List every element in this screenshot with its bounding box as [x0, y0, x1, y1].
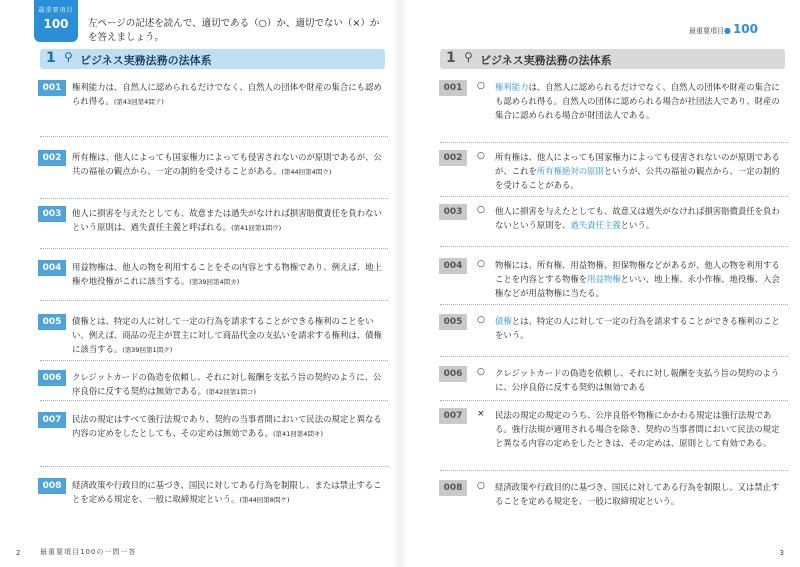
answer-mark: ×: [477, 409, 485, 419]
question-text: 他人に損害を与えたとしても、故意または過失がなければ損害賠償責任を負わないという原則は、過失責任主義と呼ばれる。(第41回第1問ウ): [72, 208, 382, 232]
question-text: 民法の規定はすべて強行法規であり、契約の当事者間において民法の規定と異なる内容の定めをしたとしても、その定めは無効である。(第41回第4問キ): [72, 414, 382, 438]
answer-number: 002: [439, 150, 467, 166]
answer-text: 物権には、所有権、用益物権、担保物権などがあるが、他人の物を利用することを内容とする物権を用益物権といい、地上権、永小作権、地役権、入会権などが用益物権に当たる。: [495, 260, 780, 298]
question-number: 004: [38, 260, 66, 276]
question-text: 債権とは、特定の人に対して一定の行為を請求することができる権利のことをいい、例えば、商品の売主が買主に対して商品代金の支払いを請求する権利は、債権に該当する。(第39回第1問ク): [72, 316, 382, 354]
answer-text: クレジットカードの偽造を依頼し、それに対し報酬を支払う旨の契約のように、公序良俗に反する契約は無効である: [495, 368, 780, 392]
answer-text: 債権とは、特定の人に対して一定の行為を請求することができる権利のことをいう。: [495, 316, 780, 340]
answer-number: 001: [439, 80, 467, 96]
question-text: 権利能力は、自然人に認められるだけでなく、自然人の団体や財産の集合にも認められ得る。(第43回第4問ア): [72, 82, 382, 106]
answer-number: 004: [439, 258, 467, 274]
header-label: 最重要項目● 100: [688, 22, 758, 36]
divider: [440, 304, 788, 305]
section-title: ビジネス実務法務の法体系: [80, 54, 212, 67]
question-text: 所有権は、他人によっても国家権力によっても侵害されないのが原則であるが、公共の福祉の観点から、一定の制約を受けることがある。(第44回第4問ウ): [72, 152, 382, 176]
badge-caption: 最重要項目: [38, 7, 74, 14]
divider: [40, 136, 388, 137]
answer-text: 権利能力は、自然人に認められるだけでなく、自然人の団体や財産の集合にも認められ得る。自然人の団体に認められる場合が社団法人であり、財産の集合に認められる場合が財団法人である。: [495, 82, 780, 120]
divider: [440, 246, 788, 247]
divider: [440, 470, 788, 471]
question-text: 経済政策や行政目的に基づき、国民に対してある行為を制限し、または禁止することを定める規定を、一般に取締規定という。(第44回第8問ケ): [72, 480, 382, 504]
question-number: 002: [38, 150, 66, 166]
question-number: 001: [38, 80, 66, 96]
divider: [40, 300, 388, 301]
right-page: [400, 0, 800, 567]
divider: [440, 196, 788, 197]
answer-mark: ○: [477, 367, 485, 377]
divider: [440, 142, 788, 143]
question-number: 007: [38, 412, 66, 428]
answer-number: 005: [439, 314, 467, 330]
instruction-text: 左ページの記述を読んで、適切である（○）か、適切でない（×）かを答えましょう。: [88, 18, 380, 43]
divider: [40, 360, 388, 361]
section-bar: [440, 49, 785, 69]
answer-text: 経済政策や行政目的に基づき、国民に対してある行為を制限し、又は禁止することを定める規定を、一般に取締規定という。: [495, 482, 780, 506]
answer-text: 民法の規定の規定のうち、公序良俗や物権にかかわる規定は強行法規である。強行法規が適用される場合を除き、契約の当事者間において民法の規定と異なる内容の定めをしたときは、その定めは、原則として有効である。: [495, 410, 780, 448]
answer-text: 所有権は、他人によっても国家権力によっても侵害されないのが原則であるが、これを所有権絶対の原則というが、公共の福祉の観点から、一定の制約を受けることがある。: [495, 152, 780, 190]
divider: [40, 466, 388, 467]
page-number: 3: [779, 549, 784, 557]
divider: [440, 400, 788, 401]
divider: [40, 198, 388, 199]
answer-number: 006: [439, 366, 467, 382]
section-bar: [40, 49, 385, 69]
answer-number: 003: [439, 204, 467, 220]
section-number: 1: [46, 50, 56, 66]
question-number: 006: [38, 370, 66, 386]
divider: [440, 356, 788, 357]
top100-badge: [34, 0, 78, 42]
answer-number: 008: [439, 480, 467, 496]
answer-mark: ○: [477, 81, 485, 91]
answer-mark: ○: [477, 259, 485, 269]
answer-mark: ○: [477, 315, 485, 325]
answer-mark: ○: [477, 481, 485, 491]
question-text: 用益物権は、他人の物を利用することをその内容とする物権であり、例えば、地上権や地役権がこれに該当する。(第39回第4問カ): [72, 262, 382, 286]
divider: [40, 400, 388, 401]
pin-icon: ⚲: [64, 50, 73, 64]
question-number: 005: [38, 314, 66, 330]
answer-number: 007: [439, 408, 467, 424]
question-number: 003: [38, 206, 66, 222]
pin-icon: ⚲: [464, 50, 473, 64]
badge-number: 100: [43, 17, 69, 31]
question-text: クレジットカードの偽造を依頼し、それに対し報酬を支払う旨の契約のように、公序良俗に反する契約は無効である。(第42回第1問コ): [72, 372, 382, 396]
answer-mark: ○: [477, 151, 485, 161]
footer-label: 最重要項目100の一問一答: [40, 548, 137, 556]
answer-mark: ○: [477, 205, 485, 215]
answer-text: 他人に損害を与えたとしても、故意又は過失がなければ損害賠償責任を負わないという原則を、過失責任主義という。: [495, 206, 780, 230]
question-number: 008: [38, 478, 66, 494]
divider: [40, 248, 388, 249]
page-number: 2: [16, 549, 21, 557]
section-title: ビジネス実務法務の法体系: [480, 54, 612, 67]
section-number: 1: [446, 50, 456, 66]
